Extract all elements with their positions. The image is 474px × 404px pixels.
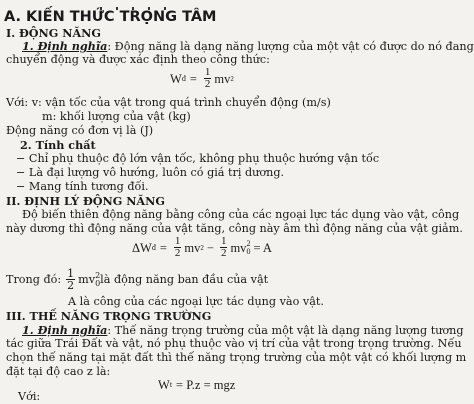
unit-description: Động năng có đơn vị là (J) xyxy=(6,124,154,137)
definition-label: 1. Định nghĩa xyxy=(22,323,108,337)
potential-definition-line-1: 1. Định nghĩa: Thế năng trọng trường của một vật là dạng năng lượng tương xyxy=(22,323,464,337)
theorem-text-line-1: Độ biến thiên động năng bằng công của các ngoại lực tác dụng vào vật, công xyxy=(22,208,460,221)
kinetic-definition-line-1 xyxy=(22,39,474,54)
formula-fraction: $\frac{1}{2}$ xyxy=(204,66,211,90)
work-description: A là công của các ngoại lực tác dụng vào vật. xyxy=(68,295,324,308)
section-title-potential-energy: III. THẾ NĂNG TRỌNG TRƯỜNG xyxy=(6,309,212,323)
property-item-3: − Mang tính tương đối. xyxy=(16,180,149,193)
section-title-kinetic-theorem: II. ĐỊNH LÝ ĐỘNG NĂNG xyxy=(6,194,165,208)
formula-rhs-sup: 2 xyxy=(230,74,234,83)
definition-text: : Động năng là dạng năng lượng của một vật có được do nó đang xyxy=(107,40,474,53)
property-item-2: − Là đại lượng vô hướng, luôn có giá trị dương. xyxy=(16,166,285,179)
potential-energy-formula: W t = P.z = mgz xyxy=(158,378,236,392)
properties-label: 2. Tính chất xyxy=(20,138,96,152)
theorem-text-line-2: này dương thì động năng của vật tăng, công này âm thì động năng của vật giảm. xyxy=(6,222,463,235)
variable-v-description: Với: v: vận tốc của vật trong quá trình chuyển động (m/s) xyxy=(6,96,331,109)
property-item-1: − Chỉ phụ thuộc độ lớn vận tốc, không phụ thuộc hướng vận tốc xyxy=(16,152,380,165)
theorem-formula: ΔW đ = $\frac{1}{2}$ mv 2 − $\frac{1}{2}$ mv 2 0 = A xyxy=(132,235,272,259)
variable-m-description: m: khối lượng của vật (kg) xyxy=(42,110,191,123)
top-edge-marks xyxy=(100,0,200,3)
formula-lhs-sub: đ xyxy=(181,73,186,83)
main-heading: A. KIẾN THỨC TRỌNG TÂM xyxy=(4,9,217,25)
formula-rhs: mv xyxy=(214,71,231,86)
potential-with-label: Với: xyxy=(18,390,41,403)
initial-kinetic-description: Trong đó: $\frac{1}{2}$ mv 2 0 là động năng ban đầu của vật xyxy=(6,267,269,292)
kinetic-energy-formula: W đ = $\frac{1}{2}$ mv 2 xyxy=(170,66,234,90)
kinetic-definition-line-2: chuyển động và được xác định theo công thức: xyxy=(6,53,270,66)
definition-label: 1. Định nghĩa xyxy=(22,39,108,53)
potential-definition-line-4: đặt tại độ cao z là: xyxy=(6,365,111,378)
potential-definition-line-3: chọn thế năng tại mặt đất thì thế năng trọng trường của một vật có khối lượng m xyxy=(6,351,467,364)
section-title-kinetic-energy: I. ĐỘNG NĂNG xyxy=(6,26,101,40)
formula-lhs: W xyxy=(170,71,182,86)
potential-definition-line-2: tác giữa Trái Đất và vật, nó phụ thuộc vào vị trí của vật trong trọng trường. Nếu xyxy=(6,337,462,350)
